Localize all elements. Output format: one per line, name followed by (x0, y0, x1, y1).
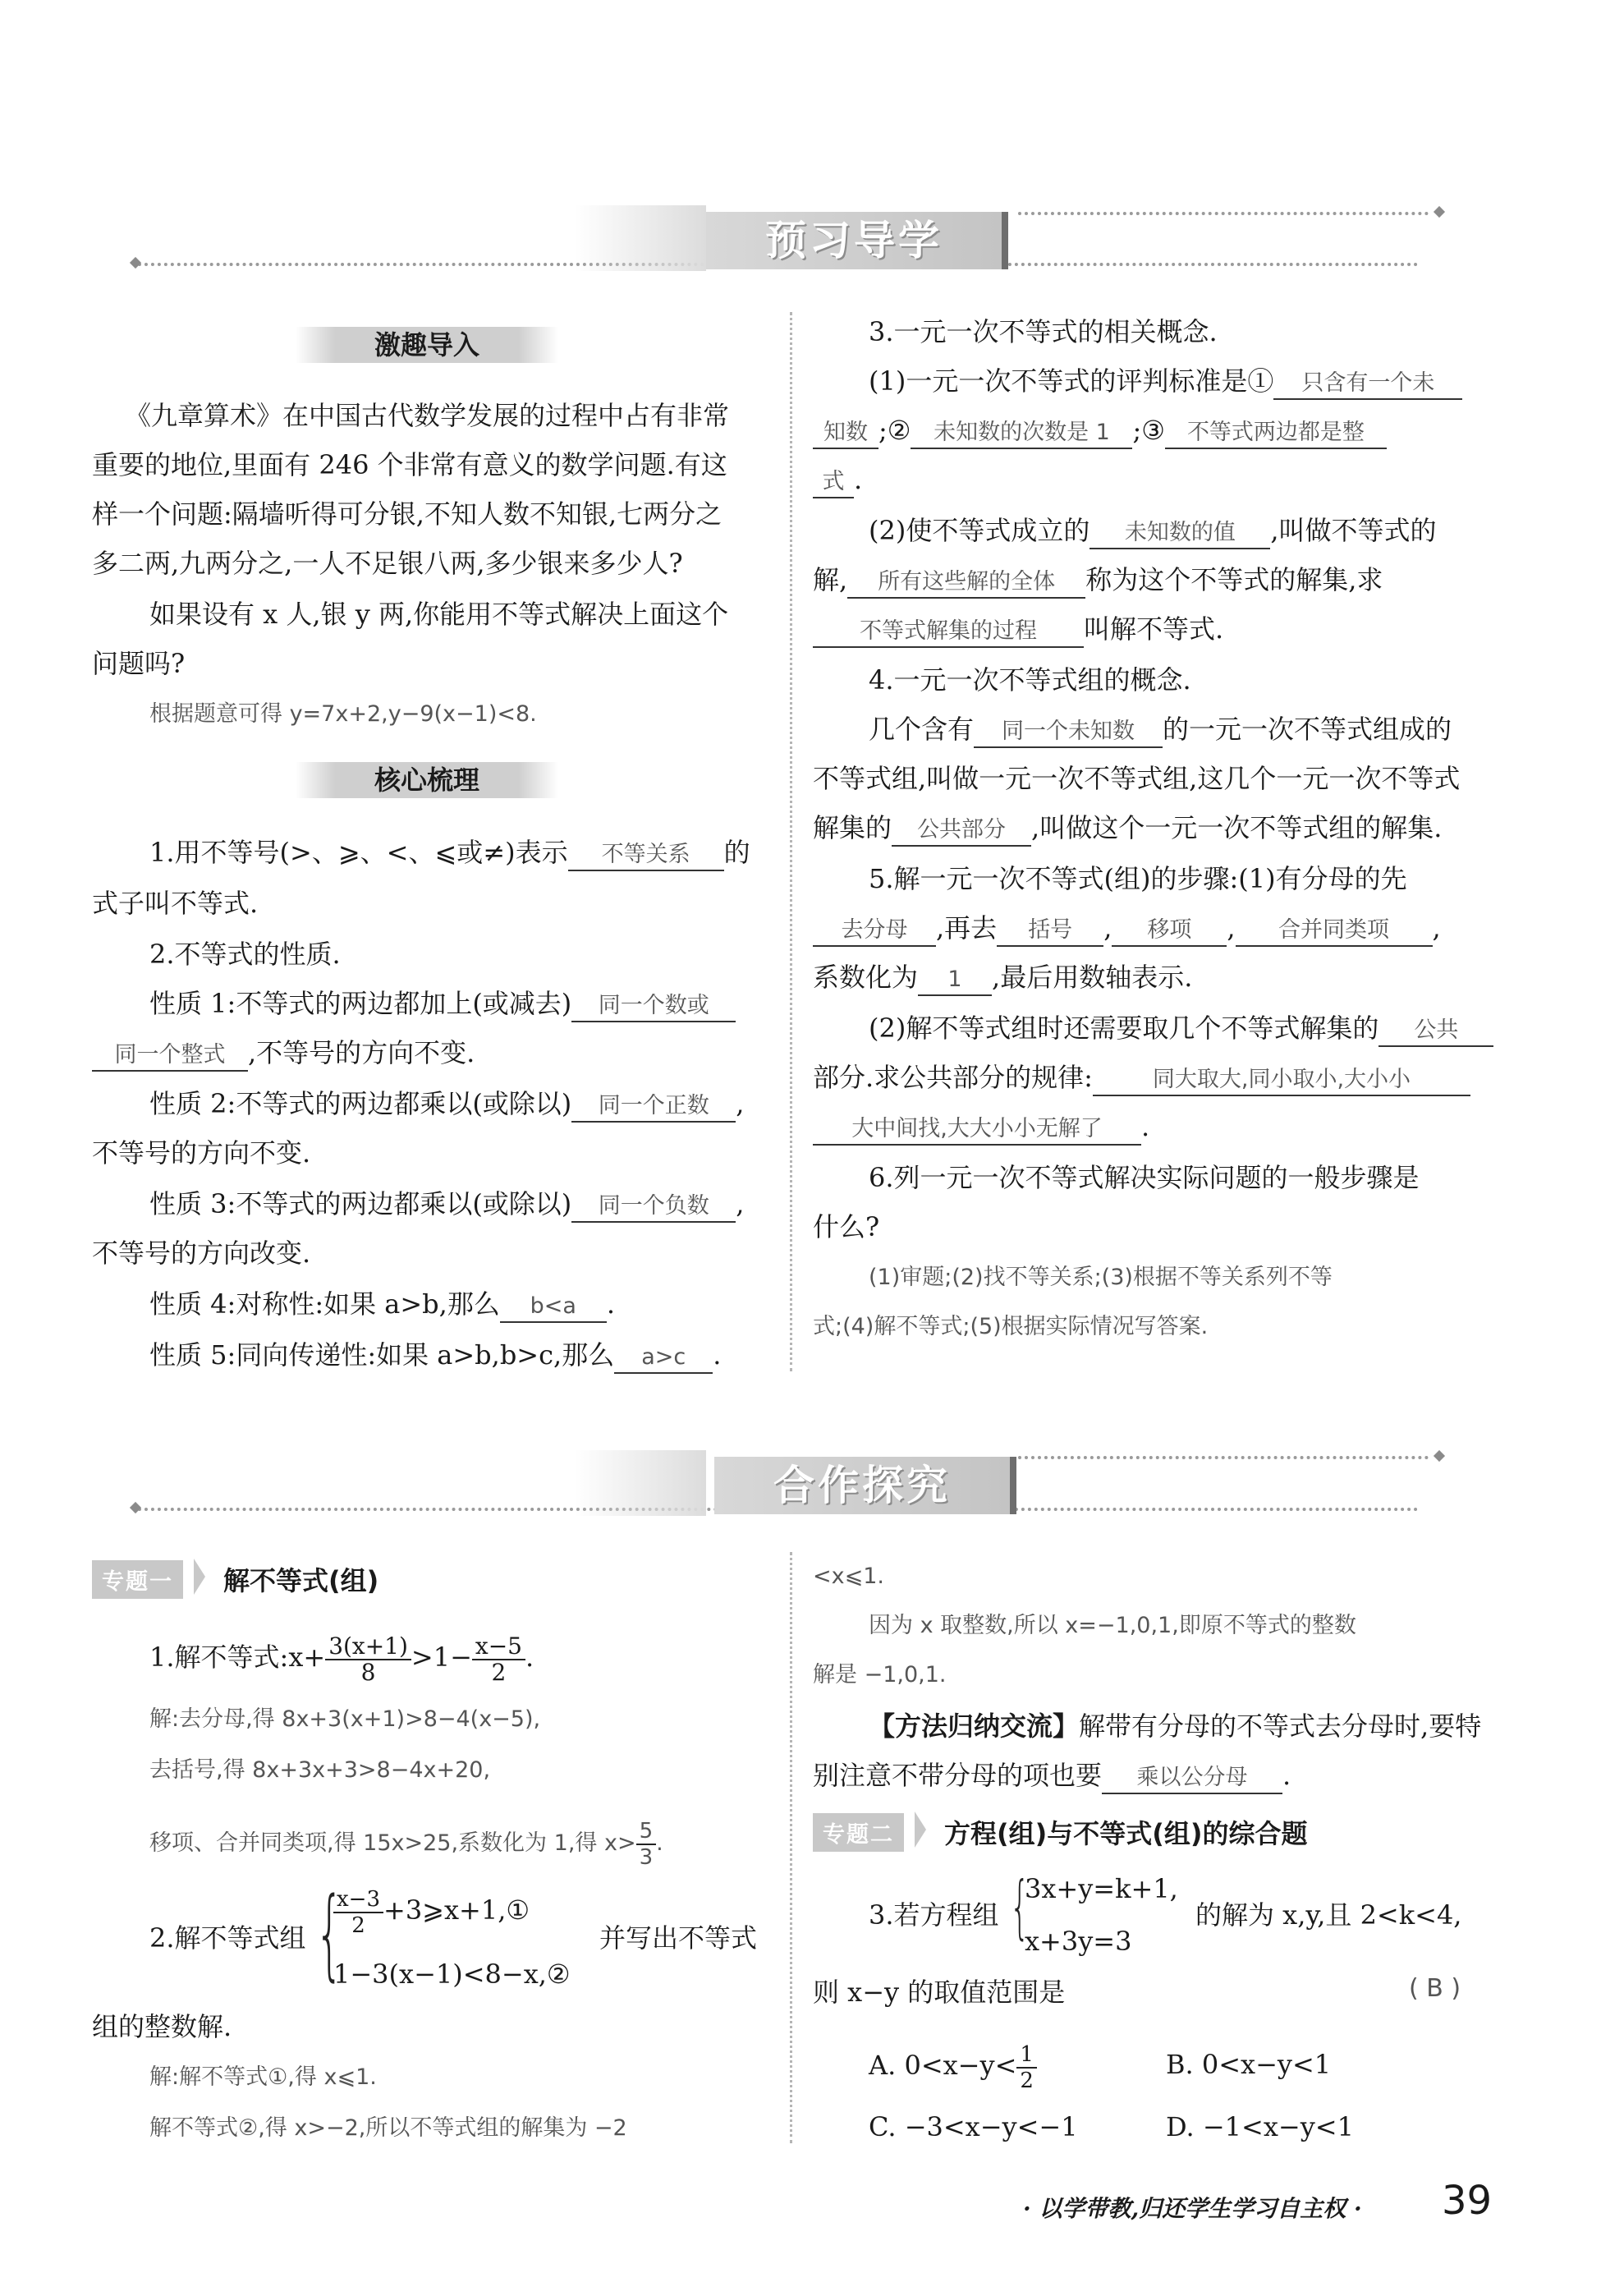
column-divider (790, 1552, 792, 2143)
system-brace: { (1010, 1867, 1030, 1947)
solution-line: 解:解不等式①,得 x⩽1. (149, 2064, 377, 2090)
answer-blank: 公共部分 (892, 815, 1031, 847)
core-text: 2.不等式的性质. (149, 939, 341, 970)
concept-1-cont: 知数 ;② 未知数的次数是 1 ;③ 不等式两边都是整 (813, 414, 1387, 449)
group-steps-rule: 部分.求公共部分的规律: 同大取大,同小取小,大小小 (813, 1061, 1470, 1096)
topic-title-2: 方程(组)与不等式(组)的综合题 (944, 1818, 1308, 1849)
option-c: C. −3<x−y<−1 (869, 2111, 1078, 2142)
answer-blank: 只含有一个未 (1273, 369, 1462, 400)
question-6: 6.列一元一次不等式解决实际问题的一般步骤是 (869, 1162, 1420, 1193)
page-number: 39 (1442, 2178, 1493, 2224)
question-3-cont: 则 x−y 的取值范围是 (813, 1977, 1066, 2008)
answer-blank: 乘以公分母 (1102, 1763, 1282, 1794)
core-text: 不等号的方向不变. (92, 1137, 311, 1169)
fraction: $\frac{5}{3}$ (636, 1819, 657, 1870)
intro-text: 重要的地位,里面有 246 个非常有意义的数学问题.有这 (92, 449, 727, 480)
method-summary-cont: 别注意不带分母的项也要 乘以公分母 . (813, 1759, 1291, 1794)
concept-heading: 4.一元一次不等式组的概念. (869, 664, 1191, 696)
inequality-1: $\frac{x-3}{2}$ +3⩾x+1,① (333, 1885, 530, 1938)
property-1: 性质 1:不等式的两边都加上(或减去) 同一个数或 (149, 987, 736, 1022)
banner-divider-line-right (1018, 1456, 1429, 1459)
answer-blank: 同大取大,同小取小,大小小 (1093, 1065, 1470, 1096)
section-banner-explore: 合作探究 (714, 1457, 1016, 1514)
core-text: 不等号的方向改变. (92, 1238, 311, 1269)
property-5: 性质 5:同向传递性:如果 a>b,b>c,那么 a>c . (149, 1339, 721, 1374)
banner-diamond-right (1434, 206, 1445, 218)
question-1: 1.解不等式:x+ $\frac{3(x+1)}{8}$ >1− $\frac{x-5}{2}$ . (149, 1632, 534, 1686)
group-concept-end: 解集的 公共部分 ,叫做这个一元一次不等式组的解集. (813, 811, 1442, 847)
section-banner-preview: 预习导学 (706, 212, 1008, 269)
property-3: 性质 3:不等式的两边都乘以(或除以) 同一个负数 , (149, 1187, 744, 1223)
column-divider (790, 312, 792, 1371)
question-2-text: 并写出不等式 (599, 1922, 758, 1954)
solution-line: 去括号,得 8x+3x+3>8−4x+20, (149, 1757, 491, 1783)
concept-2-cont: 解, 所有这些解的全体 称为这个不等式的解集,求 (813, 563, 1383, 599)
solution-line: 因为 x 取整数,所以 x=−1,0,1,即原不等式的整数 (869, 1613, 1356, 1638)
answer-blank: b<a (500, 1292, 607, 1323)
answer-blank: 未知数的次数是 1 (911, 418, 1132, 449)
answer-blank: 所有这些解的全体 (847, 567, 1085, 599)
answer-6: 式;(4)解不等式;(5)根据实际情况写答案. (813, 1314, 1209, 1339)
solution-line: <x⩽1. (813, 1564, 884, 1589)
solution-line: 解:去分母,得 8x+3(x+1)>8−4(x−5), (149, 1706, 541, 1732)
answer-blank: 合并同类项 (1236, 916, 1433, 947)
equation-2: x+3y=3 (1025, 1926, 1132, 1957)
answer-blank: 去分母 (813, 916, 936, 947)
answer-blank: 不等式解集的过程 (813, 617, 1084, 648)
answer-blank: 未知数的值 (1090, 518, 1270, 549)
intro-text: 样一个问题:隔墙听得可分银,不知人数不知银,七两分之 (92, 498, 723, 530)
steps-heading: 5.解一元一次不等式(组)的步骤:(1)有分母的先 (869, 863, 1407, 894)
group-concept: 几个含有 同一个未知数 的一元一次不等式组成的 (869, 713, 1452, 748)
core-item-1: 1.用不等号(>、⩾、<、⩽或≠)表示 不等关系 的 (149, 836, 750, 871)
fraction: $\frac{1}{2}$ (1016, 2042, 1037, 2093)
subheading-intro: 激趣导入 (296, 327, 558, 363)
concept-heading: 3.一元一次不等式的相关概念. (869, 316, 1218, 347)
answer-blank: 同一个未知数 (974, 717, 1163, 748)
answer-blank: 不等关系 (568, 840, 724, 871)
option-d: D. −1<x−y<1 (1166, 2111, 1354, 2142)
intro-text: 如果设有 x 人,银 y 两,你能用不等式解决上面这个 (149, 599, 729, 630)
intro-text: 多二两,九两分之,一人不足银八两,多少银来多少人? (92, 548, 683, 579)
answer-blank: 移项 (1112, 916, 1227, 947)
inequality-2: 1−3(x−1)<8−x,② (333, 1958, 571, 1990)
question-3-text: 的解为 x,y,且 2<k<4, (1195, 1899, 1462, 1931)
answer-blank: 公共 (1379, 1016, 1493, 1047)
solution-line: 解是 −1,0,1. (813, 1662, 947, 1688)
core-text: 式子叫不等式. (92, 888, 259, 919)
banner-divider-line-right (1018, 212, 1429, 215)
fraction: $\frac{3(x+1)}{8}$ (325, 1634, 411, 1685)
steps-list: 去分母 ,再去 括号 , 移项 , 合并同类项 , (813, 912, 1441, 947)
banner-diamond-right (1434, 1450, 1445, 1462)
banner-decoration (575, 205, 706, 271)
answer-choice: ( B ) (1409, 1974, 1461, 2003)
topic-tag-2: 专题二 (813, 1813, 904, 1852)
answer-blank: 同一个正数 (571, 1091, 736, 1123)
group-concept-text: 不等式组,叫做一元一次不等式组,这几个一元一次不等式 (813, 763, 1461, 794)
concept-2: (2)使不等式成立的 未知数的值 ,叫做不等式的 (869, 514, 1437, 549)
intro-text: 问题吗? (92, 648, 186, 679)
question-2-cont: 组的整数解. (92, 2011, 232, 2042)
banner-decoration (575, 1450, 706, 1516)
concept-2-end: 不等式解集的过程 叫解不等式. (813, 613, 1223, 648)
question-6-cont: 什么? (813, 1211, 880, 1242)
banner-diamond-left (130, 257, 141, 269)
answer-blank: 同一个负数 (571, 1192, 736, 1223)
answer-blank: 式 (813, 467, 854, 498)
equation-1: 3x+y=k+1, (1025, 1873, 1178, 1904)
solution-line: 移项、合并同类项,得 15x>25,系数化为 1,得 x> $\frac{5}{3}$ . (149, 1818, 663, 1870)
subheading-core: 核心梳理 (296, 762, 558, 798)
property-4: 性质 4:对称性:如果 a>b,那么 b<a . (149, 1288, 615, 1323)
topic-tag-arrow (915, 1812, 926, 1848)
concept-1: (1)一元一次不等式的评判标准是① 只含有一个未 (869, 365, 1462, 400)
answer-blank: a>c (614, 1343, 713, 1374)
intro-answer: 根据题意可得 y=7x+2,y−9(x−1)<8. (149, 701, 537, 727)
option-a: A. 0<x−y< $\frac{1}{2}$ (869, 2037, 1037, 2094)
answer-blank: 1 (918, 965, 992, 996)
footer-motto: · 以学带教,归还学生学习自主权 · (1023, 2195, 1362, 2222)
topic-tag-arrow (194, 1559, 205, 1595)
property-1-cont: 同一个整式 ,不等号的方向不变. (92, 1036, 475, 1072)
answer-blank: 大中间找,大大小小无解了 (813, 1114, 1141, 1146)
option-b: B. 0<x−y<1 (1166, 2049, 1332, 2080)
fraction: $\frac{x-5}{2}$ (472, 1634, 525, 1685)
banner-diamond-left (130, 1502, 141, 1513)
question-2: 2.解不等式组 (149, 1922, 306, 1954)
concept-1-end: 式 . (813, 463, 862, 498)
steps-end: 系数化为 1 ,最后用数轴表示. (813, 961, 1192, 996)
system-brace: { (315, 1877, 344, 1991)
answer-6: (1)审题;(2)找不等关系;(3)根据不等关系列不等 (869, 1265, 1333, 1290)
solution-line: 解不等式②,得 x>−2,所以不等式组的解集为 −2 (149, 2115, 627, 2141)
intro-text: 《九章算术》在中国古代数学发展的过程中占有非常 (125, 400, 730, 431)
answer-blank: 同一个整式 (92, 1040, 248, 1072)
fraction: $\frac{x-3}{2}$ (333, 1887, 383, 1938)
answer-blank: 不等式两边都是整 (1165, 418, 1387, 449)
answer-blank: 知数 (813, 418, 878, 449)
question-3: 3.若方程组 (869, 1899, 999, 1931)
topic-tag-1: 专题一 (92, 1560, 183, 1599)
answer-blank: 括号 (997, 916, 1103, 947)
group-steps: (2)解不等式组时还需要取几个不等式解集的 公共 (869, 1012, 1493, 1047)
group-steps-rule-end: 大中间找,大大小小无解了 . (813, 1110, 1149, 1146)
method-summary: 【方法归纳交流】解带有分母的不等式去分母时,要特 (869, 1711, 1482, 1742)
topic-title-1: 解不等式(组) (223, 1565, 379, 1596)
answer-blank: 同一个数或 (571, 991, 736, 1022)
property-2: 性质 2:不等式的两边都乘以(或除以) 同一个正数 , (149, 1087, 744, 1123)
